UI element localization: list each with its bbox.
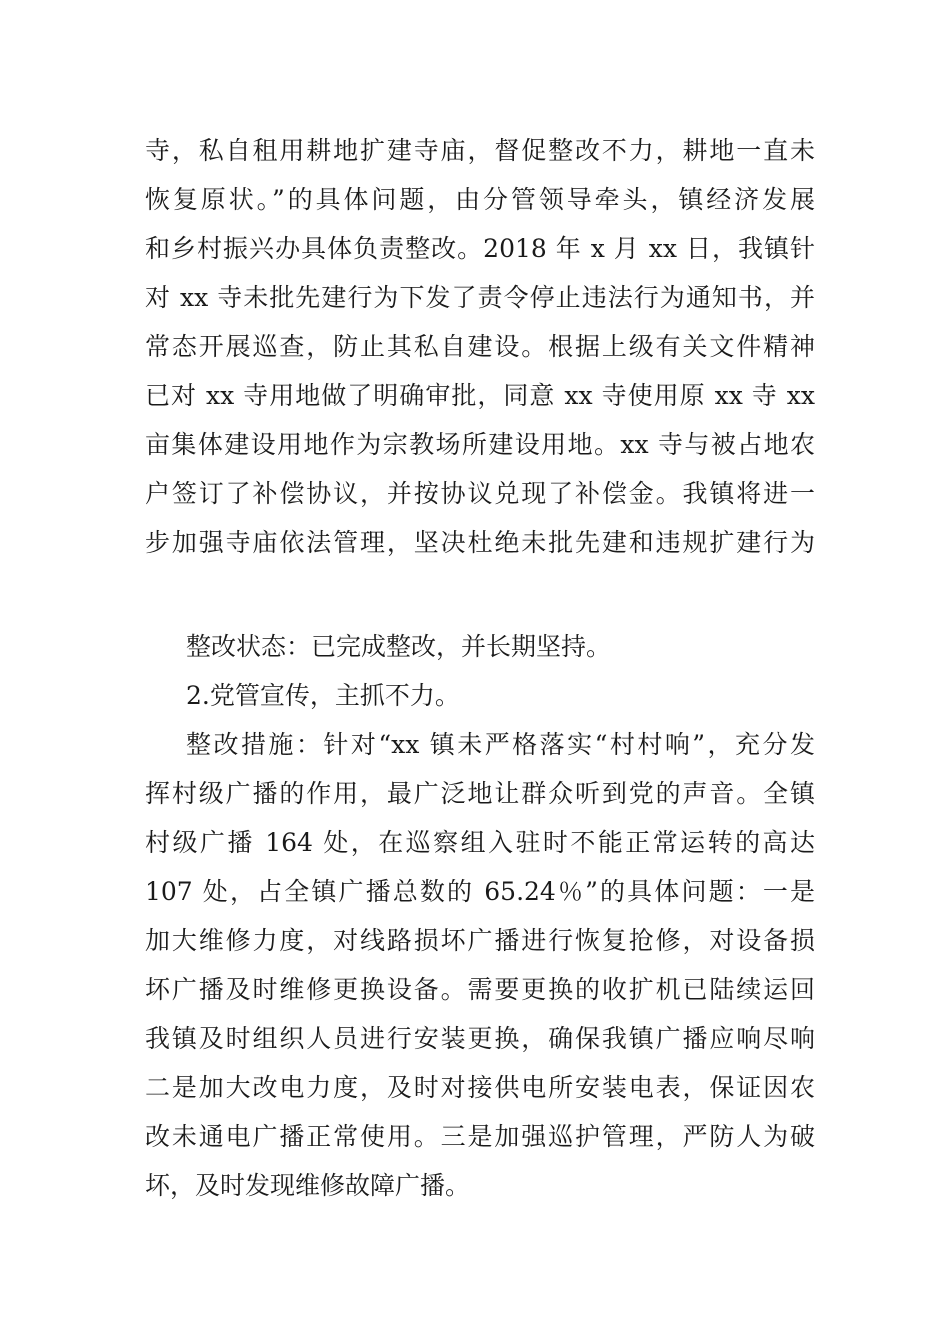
- item-heading: 2.党管宣传，主抓不力。: [186, 681, 460, 710]
- paragraph-line: 步加强寺庙依法管理，坚决杜绝未批先建和违规扩建行为: [145, 528, 815, 557]
- paragraph-line: 我镇及时组织人员进行安装更换，确保我镇广播应响尽响: [145, 1024, 815, 1053]
- paragraph-line: 和乡村振兴办具体负责整改。2018 年 x 月 xx 日，我镇针: [145, 234, 815, 263]
- paragraph-line: 挥村级广播的作用，最广泛地让群众听到党的声音。全镇: [145, 779, 815, 808]
- paragraph-line: 户签订了补偿协议，并按协议兑现了补偿金。我镇将进一: [145, 479, 815, 508]
- paragraph-line: 坏广播及时维修更换设备。需要更换的收扩机已陆续运回: [145, 975, 815, 1004]
- paragraph-line: 亩集体建设用地作为宗教场所建设用地。xx 寺与被占地农: [145, 430, 815, 459]
- paragraph-line: 对 xx 寺未批先建行为下发了责令停止违法行为通知书，并: [145, 283, 815, 312]
- paragraph-line: 107 处，占全镇广播总数的 65.24％”的具体问题：一是: [145, 877, 815, 906]
- paragraph-line: 常态开展巡查，防止其私自建设。根据上级有关文件精神: [145, 332, 815, 361]
- paragraph-line: 寺，私自租用耕地扩建寺庙，督促整改不力，耕地一直未: [145, 136, 815, 165]
- paragraph-line: 坏，及时发现维修故障广播。: [145, 1171, 471, 1200]
- paragraph-line: 恢复原状。”的具体问题，由分管领导牵头，镇经济发展: [145, 185, 815, 214]
- paragraph-line: 改未通电广播正常使用。三是加强巡护管理，严防人为破: [145, 1122, 815, 1151]
- paragraph-line: 整改措施：针对“xx 镇未严格落实“村村响”，充分发: [186, 730, 815, 759]
- paragraph-line: 已对 xx 寺用地做了明确审批，同意 xx 寺使用原 xx 寺 xx: [145, 381, 815, 410]
- paragraph-line: 加大维修力度，对线路损坏广播进行恢复抢修，对设备损: [145, 926, 815, 955]
- paragraph-line: 二是加大改电力度，及时对接供电所安装电表，保证因农: [145, 1073, 815, 1102]
- paragraph-line: 村级广播 164 处，在巡察组入驻时不能正常运转的高达: [145, 828, 815, 857]
- rectification-status: 整改状态：已完成整改，并长期坚持。: [186, 632, 612, 661]
